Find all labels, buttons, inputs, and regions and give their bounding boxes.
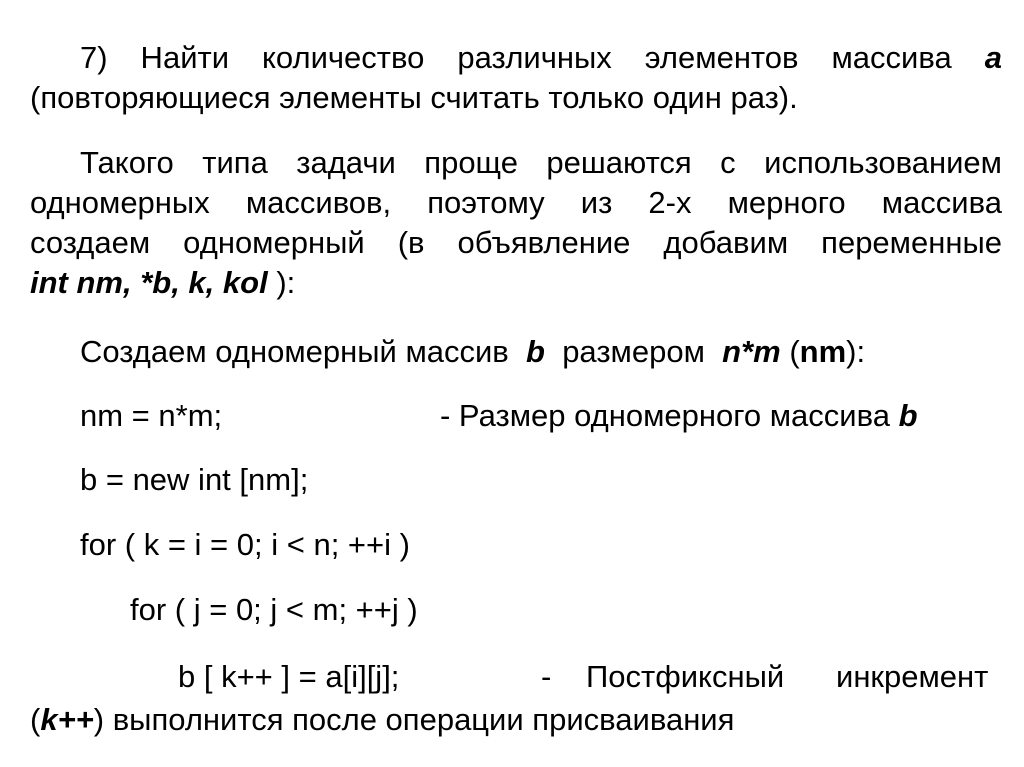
comment-line-final <box>30 702 734 738</box>
comment-dash: - <box>541 659 552 694</box>
code-line-assign: b [ k++ ] = a[i][j]; <box>178 659 400 694</box>
declaration-code: int nm, *b, k, kol <box>30 265 268 300</box>
comment-increment: инкремент <box>836 659 989 694</box>
para2-line-1: Такого типа задачи проще решаются с использованием <box>80 145 1002 180</box>
create-array-line <box>80 334 865 370</box>
declaration-tail: ): <box>276 265 296 300</box>
para2-line-3: создаем одномерный (в объявление добавим переменные <box>30 225 1002 260</box>
code-line-new: b = new int [nm]; <box>80 462 309 497</box>
final-rest-text: ) выполнится после операции присваивания <box>93 702 735 737</box>
var-k-increment: k++ <box>40 702 94 737</box>
comment-size <box>440 398 918 434</box>
var-nm-expr: n*m <box>722 334 781 369</box>
task-line-2: (повторяющиеся элементы считать только один раз). <box>30 80 798 115</box>
code-line-for-j: for ( j = 0; j < m; ++j ) <box>130 592 418 627</box>
para2-line-4 <box>30 265 295 301</box>
var-b: b <box>526 334 545 369</box>
comment-var-b: b <box>898 398 918 433</box>
comment-text: - Размер одномерного массива <box>440 398 890 433</box>
open-paren: ( <box>789 334 800 369</box>
size-text: размером <box>562 334 705 369</box>
array-a-var: a <box>984 40 1002 75</box>
var-nm: nm <box>799 334 847 369</box>
code-line-nm: nm = n*m; <box>80 398 223 433</box>
task-text: 7) Найти количество различных элементов массива <box>80 40 952 75</box>
comment-postfix: Постфиксный <box>586 659 785 694</box>
task-line-1 <box>30 40 1002 76</box>
close-paren: ): <box>846 334 866 369</box>
final-open-paren: ( <box>30 702 41 737</box>
code-line-for-i: for ( k = i = 0; i < n; ++i ) <box>80 527 410 562</box>
create-text: Создаем одномерный массив <box>80 334 509 369</box>
para2-line-2: одномерных массивов, поэтому из 2-х мерного массива <box>30 185 1002 220</box>
